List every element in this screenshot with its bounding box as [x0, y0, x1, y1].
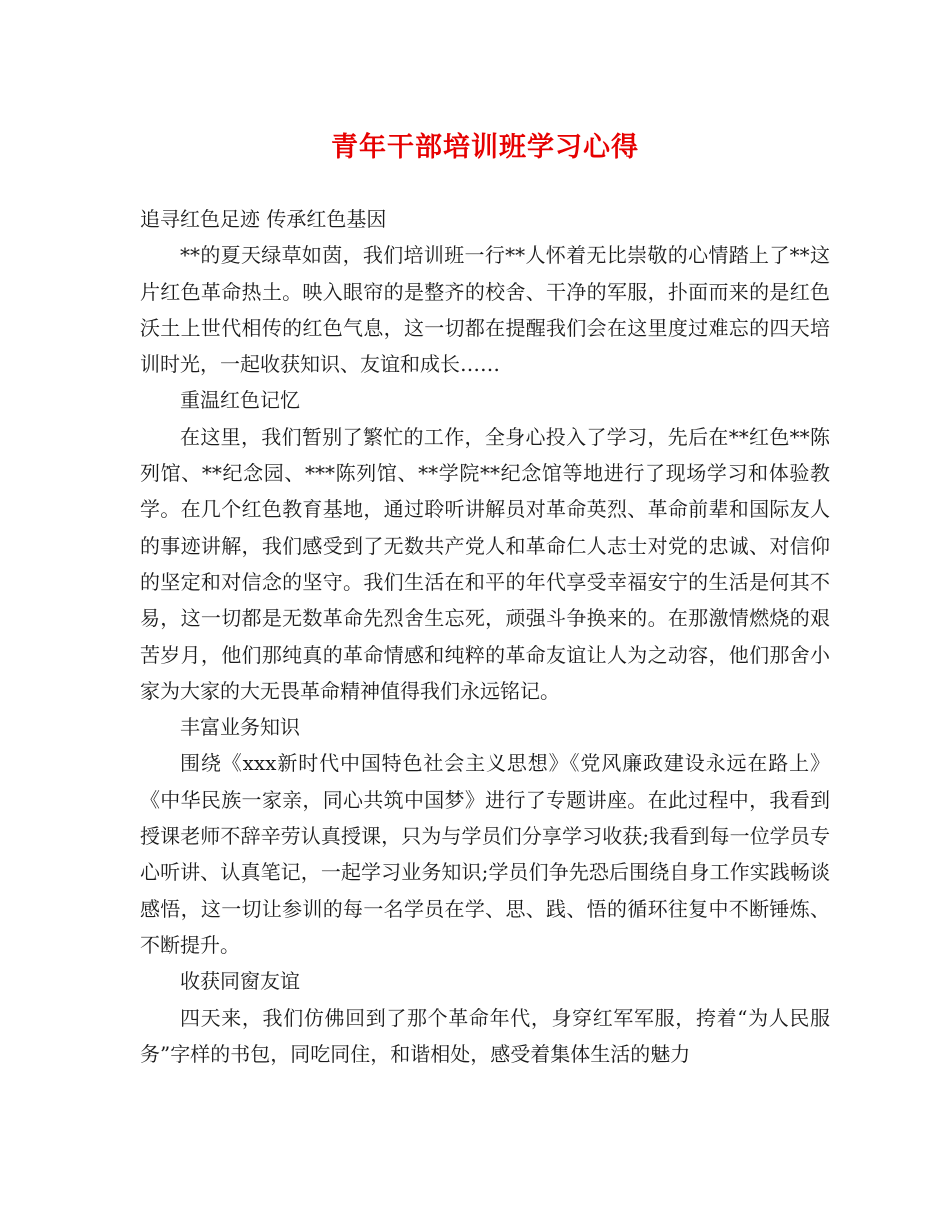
paragraph: 在这里，我们暂别了繁忙的工作，全身心投入了学习，先后在**红色**陈列馆、**纪念园、***陈列馆、**学院**纪念馆等地进行了现场学习和体验教学。在几个红色教育基地，通过聆听讲解员对革命英烈、革命前辈和国际友人的事迹讲解，我们感受到了无数共产党人和革命仁人志士对党的忠诚、对信仰的坚定和对信念的坚守。我们生活在和平的年代享受幸福安宁的生活是何其不易，这一切都是无数革命先烈舍生忘死，顽强斗争换来的。在那激情燃烧的艰苦岁月，他们那纯真的革命情感和纯粹的革命友谊让人为之动容，他们那舍小家为大家的大无畏革命精神值得我们永远铭记。 [140, 424, 830, 703]
section-heading: 重温红色记忆 [180, 388, 300, 413]
paragraph: 追寻红色足迹 传承红色基因 [140, 207, 387, 231]
section-heading: 丰富业务知识 [180, 715, 300, 740]
document-title: 青年干部培训班学习心得 [331, 132, 639, 163]
document-body [140, 201, 830, 1072]
section-heading: 收获同窗友谊 [180, 969, 300, 994]
paragraph: 四天来，我们仿佛回到了那个革命年代，身穿红军军服，挎着“为人民服务”字样的书包，同吃同住，和谐相处，感受着集体生活的魅力 [140, 1005, 830, 1066]
paragraph: 围绕《xxx新时代中国特色社会主义思想》《党风廉政建设永远在路上》《中华民族一家亲，同心共筑中国梦》进行了专题讲座。在此过程中，我看到授课老师不辞辛劳认真授课，只为与学员们分享学习收获;我看到每一位学员专心听讲、认真笔记，一起学习业务知识;学员们争先恐后围绕自身工作实践畅谈感悟，这一切让参训的每一名学员在学、思、践、悟的循环往复中不断锤炼、不断提升。 [140, 751, 830, 957]
paragraph: **的夏天绿草如茵，我们培训班一行**人怀着无比崇敬的心情踏上了**这片红色革命热土。映入眼帘的是整齐的校舍、干净的军服，扑面而来的是红色沃土上世代相传的红色气息，这一切都在提醒我们会在这里度过难忘的四天培训时光，一起收获知识、友谊和成长…… [140, 243, 830, 377]
